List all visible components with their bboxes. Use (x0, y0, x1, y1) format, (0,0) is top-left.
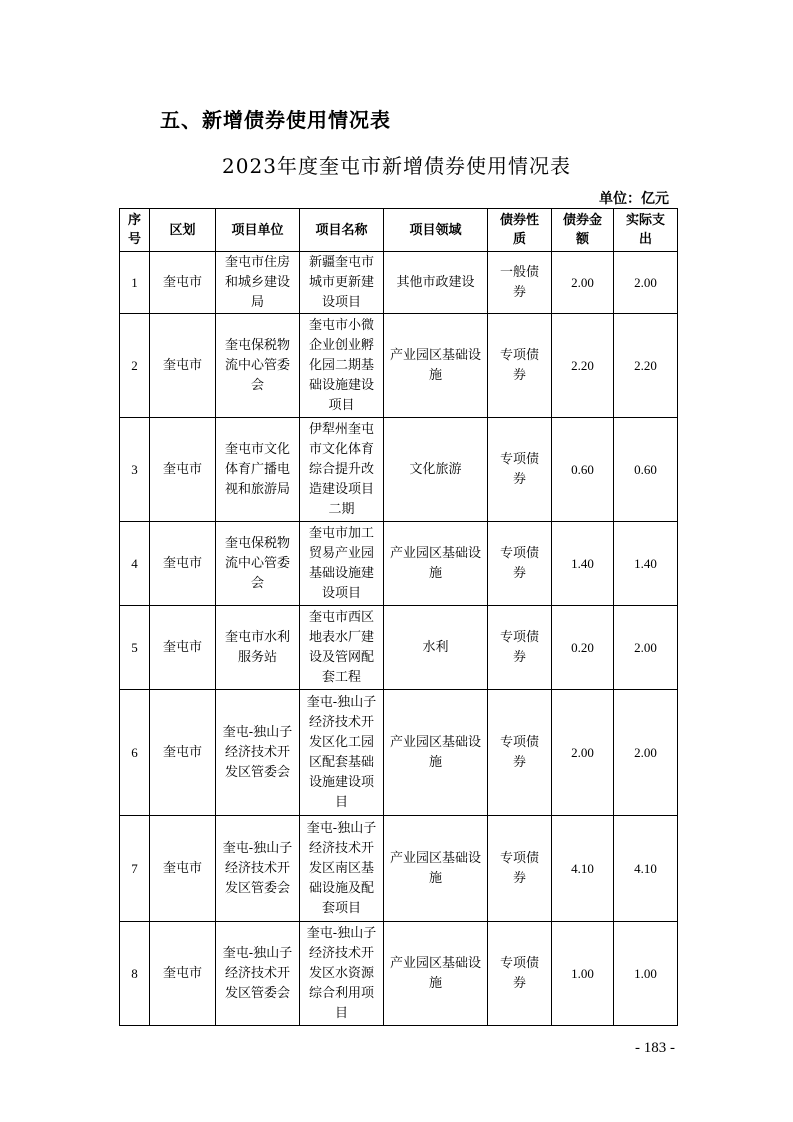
header-bond-type: 债券性质 (488, 209, 552, 252)
row-actual-spent: 2.00 (614, 606, 678, 690)
row-project-name: 新疆奎屯市城市更新建设项目 (300, 252, 384, 314)
row-region: 奎屯市 (150, 418, 216, 522)
table-row (120, 522, 678, 606)
row-project-field: 文化旅游 (384, 418, 488, 522)
row-bond-type: 专项债券 (488, 314, 552, 418)
row-project-name: 奎屯市小微企业创业孵化园二期基础设施建设项目 (300, 314, 384, 418)
row-region: 奎屯市 (150, 690, 216, 816)
row-bond-amount: 0.60 (552, 418, 614, 522)
unit-label: 单位：亿元 (599, 191, 669, 207)
table-row (120, 690, 678, 816)
row-project-unit: 奎屯保税物流中心管委会 (216, 522, 300, 606)
row-project-unit: 奎屯市水利服务站 (216, 606, 300, 690)
header-project-unit: 项目单位 (216, 209, 300, 252)
row-project-unit: 奎屯-独山子经济技术开发区管委会 (216, 690, 300, 816)
row-index: 1 (120, 252, 150, 314)
row-region: 奎屯市 (150, 606, 216, 690)
row-bond-type: 专项债券 (488, 606, 552, 690)
row-project-unit: 奎屯-独山子经济技术开发区管委会 (216, 922, 300, 1026)
row-project-unit: 奎屯-独山子经济技术开发区管委会 (216, 816, 300, 922)
table-row (120, 816, 678, 922)
header-project-field: 项目领域 (384, 209, 488, 252)
header-index: 序号 (120, 209, 150, 252)
row-bond-amount: 4.10 (552, 816, 614, 922)
row-bond-amount: 2.00 (552, 252, 614, 314)
row-actual-spent: 2.00 (614, 690, 678, 816)
row-project-unit: 奎屯市文化体育广播电视和旅游局 (216, 418, 300, 522)
header-bond-amount: 债券金额 (552, 209, 614, 252)
header-project-name: 项目名称 (300, 209, 384, 252)
row-project-name: 奎屯-独山子经济技术开发区化工园区配套基础设施建设项目 (300, 690, 384, 816)
table-row (120, 252, 678, 314)
row-project-field: 产业园区基础设施 (384, 690, 488, 816)
row-project-field: 产业园区基础设施 (384, 816, 488, 922)
row-region: 奎屯市 (150, 816, 216, 922)
bond-usage-table (119, 208, 678, 1026)
row-project-unit: 奎屯保税物流中心管委会 (216, 314, 300, 418)
row-index: 2 (120, 314, 150, 418)
row-bond-amount: 2.20 (552, 314, 614, 418)
row-project-field: 产业园区基础设施 (384, 922, 488, 1026)
row-project-name: 奎屯-独山子经济技术开发区南区基础设施及配套项目 (300, 816, 384, 922)
row-index: 4 (120, 522, 150, 606)
row-project-field: 产业园区基础设施 (384, 314, 488, 418)
row-project-field: 其他市政建设 (384, 252, 488, 314)
row-region: 奎屯市 (150, 314, 216, 418)
table-row (120, 922, 678, 1026)
row-region: 奎屯市 (150, 252, 216, 314)
row-project-name: 伊犁州奎屯市文化体育综合提升改造建设项目二期 (300, 418, 384, 522)
row-actual-spent: 4.10 (614, 816, 678, 922)
row-project-unit: 奎屯市住房和城乡建设局 (216, 252, 300, 314)
row-bond-type: 专项债券 (488, 522, 552, 606)
row-index: 5 (120, 606, 150, 690)
row-bond-amount: 1.00 (552, 922, 614, 1026)
row-index: 7 (120, 816, 150, 922)
header-actual-spent: 实际支出 (614, 209, 678, 252)
row-actual-spent: 1.00 (614, 922, 678, 1026)
row-project-name: 奎屯-独山子经济技术开发区水资源综合利用项目 (300, 922, 384, 1026)
table-row (120, 418, 678, 522)
table-header-row (120, 209, 678, 252)
row-region: 奎屯市 (150, 922, 216, 1026)
row-project-name: 奎屯市西区地表水厂建设及管网配套工程 (300, 606, 384, 690)
row-project-field: 产业园区基础设施 (384, 522, 488, 606)
page-number: - 183 - (635, 1040, 675, 1056)
row-actual-spent: 2.00 (614, 252, 678, 314)
row-bond-amount: 2.00 (552, 690, 614, 816)
table-row (120, 314, 678, 418)
section-heading: 五、新增债券使用情况表 (160, 108, 391, 132)
table-row (120, 606, 678, 690)
row-index: 8 (120, 922, 150, 1026)
row-project-name: 奎屯市加工贸易产业园基础设施建设项目 (300, 522, 384, 606)
row-index: 6 (120, 690, 150, 816)
table-title: 2023年度奎屯市新增债券使用情况表 (222, 154, 571, 178)
row-index: 3 (120, 418, 150, 522)
row-region: 奎屯市 (150, 522, 216, 606)
header-region: 区划 (150, 209, 216, 252)
row-bond-type: 专项债券 (488, 690, 552, 816)
row-actual-spent: 2.20 (614, 314, 678, 418)
row-bond-type: 一般债券 (488, 252, 552, 314)
row-actual-spent: 1.40 (614, 522, 678, 606)
row-project-field: 水利 (384, 606, 488, 690)
row-bond-type: 专项债券 (488, 922, 552, 1026)
row-bond-type: 专项债券 (488, 418, 552, 522)
row-bond-type: 专项债券 (488, 816, 552, 922)
row-bond-amount: 1.40 (552, 522, 614, 606)
row-bond-amount: 0.20 (552, 606, 614, 690)
row-actual-spent: 0.60 (614, 418, 678, 522)
